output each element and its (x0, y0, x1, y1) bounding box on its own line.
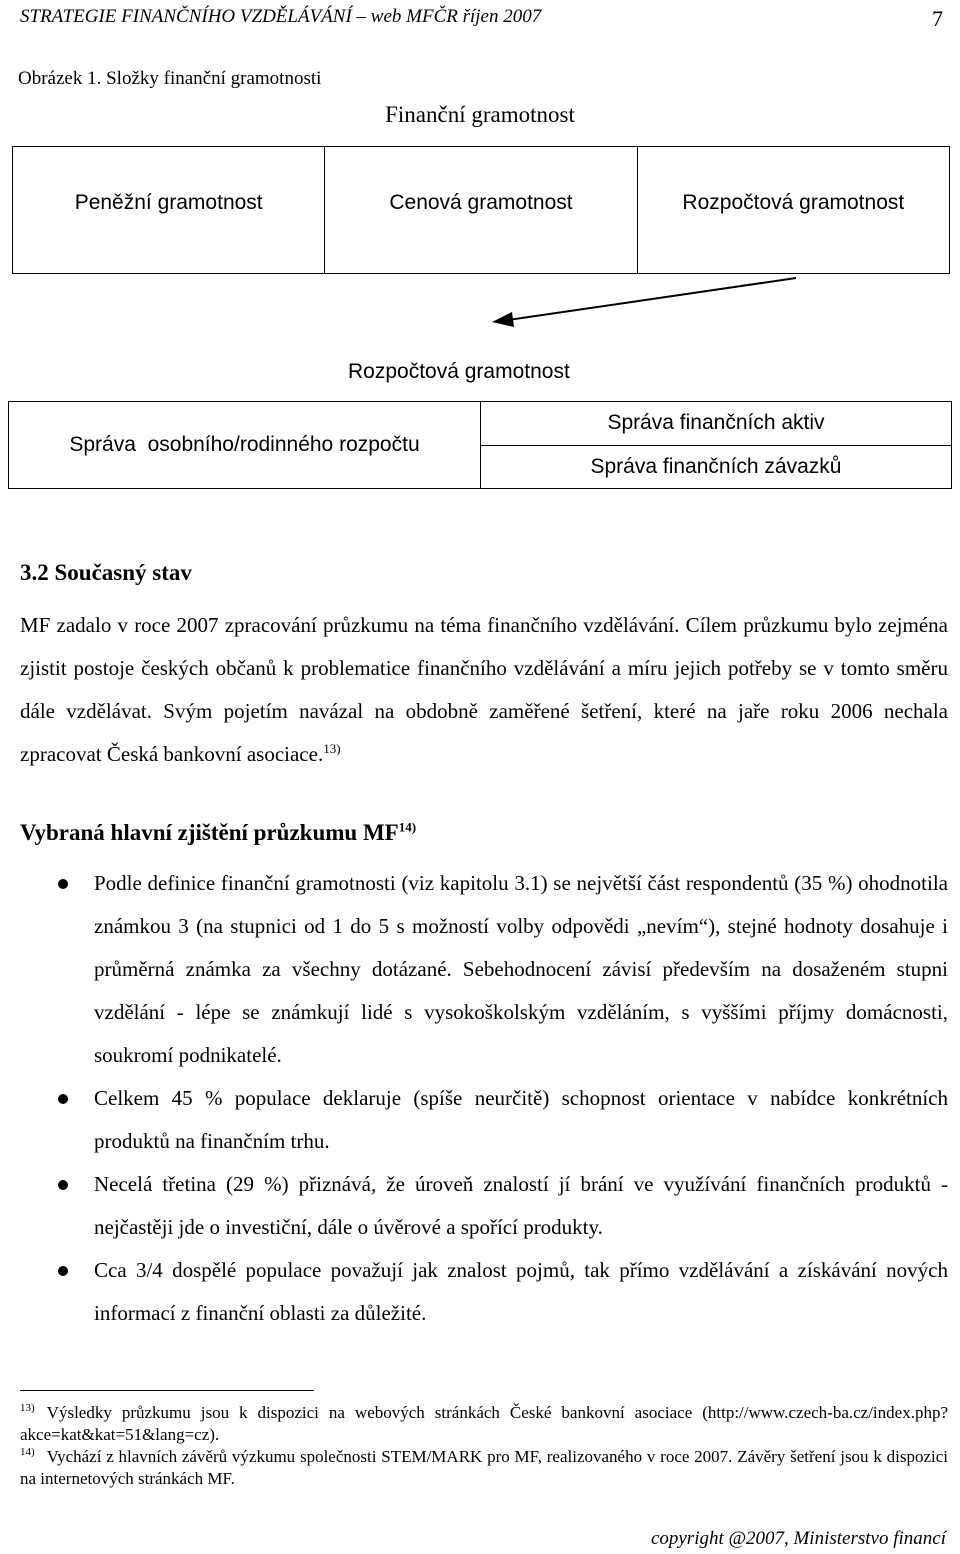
footnote-ref-13: 13) (323, 741, 341, 756)
bullet-icon (58, 1094, 68, 1104)
list-item: Celkem 45 % populace deklaruje (spíše neurčitě) schopnost orientace v nabídce konkrétních produktů na finančním trhu. (20, 1077, 948, 1163)
copyright-footer: copyright @2007, Ministerstvo financí (650, 1528, 946, 1549)
footnote-ref-14: 14) (398, 819, 417, 835)
footnote-14: $^{14)}$ Vychází z hlavních závěrů výzkumu společnosti STEM/MARK pro MF, realizovaného v roce 2007. Závěry šetření jsou k dispozici na internetových stránkách MF. (20, 1446, 948, 1488)
footnote-13: $^{13)}$ Výsledky průzkumu jsou k dispozici na webových stránkách České bankovní asociace (http://www.czech-ba.cz/index.php?akce=kat&kat=51&lang=cz). (20, 1402, 948, 1444)
detail-assets: Správa finančních aktiv (607, 411, 825, 435)
detail-right-cells (481, 402, 951, 488)
findings-list (20, 862, 948, 1335)
list-item: Podle definice finanční gramotnosti (viz kapitolu 3.1) se největší část respondentů (35 %) ohodnotila známkou 3 (na stupnici od 1 do 5 s možností volby odpovědi „nevím“), stejné hodnoty dosahuje i průměrná známka za všechny dotázané. Sebehodnocení závisí především na dosaženém stupni vzdělání - lépe se známkují lidé s vysokoškolským vzděláním, s vyššími příjmy domácnosti, soukromí podnikatelé. (20, 862, 948, 1077)
paragraph-text: MF zadalo v roce 2007 zpracování průzkumu na téma finančního vzdělávání. Cílem průzkumu bylo zejména zjistit postoje českých občanů k problematice finančního vzdělávání a míru jejich potřeby se v tomto směru dále vzdělávat. Svým pojetím navázal na obdobně zaměřené šetření, které na jaře roku 2006 nechala zpracovat Česká bankovní asociace. (20, 613, 948, 766)
footnotes (20, 1402, 948, 1490)
bullet-icon (58, 879, 68, 889)
findings-heading (20, 820, 416, 846)
diagram-title: Finanční gramotnost (385, 102, 575, 127)
bullet-icon (58, 1266, 68, 1276)
arrow-connector (0, 270, 960, 340)
section-paragraph (20, 604, 948, 776)
components-box (12, 146, 950, 274)
list-item: Necelá třetina (29 %) přiznává, že úroveň znalostí jí brání ve využívání finančních produktů - nejčastěji jde o investiční, dále o úvěrové a spořící produkty. (20, 1163, 948, 1249)
detail-liabilities: Správa finančních závazků (481, 445, 951, 489)
component-budget: Rozpočtová gramotnost (637, 147, 949, 273)
list-item: Cca 3/4 dospělé populace považují jak znalost pojmů, tak přímo vzdělávání a získávání nových informací z finanční oblasti za důležité. (20, 1249, 948, 1335)
section-heading: 3.2 Současný stav (20, 560, 192, 585)
component-price: Cenová gramotnost (324, 147, 636, 273)
running-header: STRATEGIE FINANČNÍHO VZDĚLÁVÁNÍ – web MFČR říjen 2007 (20, 6, 542, 27)
detail-box (8, 401, 952, 489)
footnote-rule (20, 1390, 314, 1391)
page-number: 7 (932, 6, 943, 31)
findings-heading-text: Vybraná hlavní zjištění průzkumu MF (20, 820, 399, 845)
detail-left-cell: Správa osobního/rodinného rozpočtu (9, 402, 481, 488)
bullet-icon (58, 1180, 68, 1190)
figure-caption: Obrázek 1. Složky finanční gramotnosti (18, 68, 322, 89)
component-money: Peněžní gramotnost (74, 191, 263, 214)
